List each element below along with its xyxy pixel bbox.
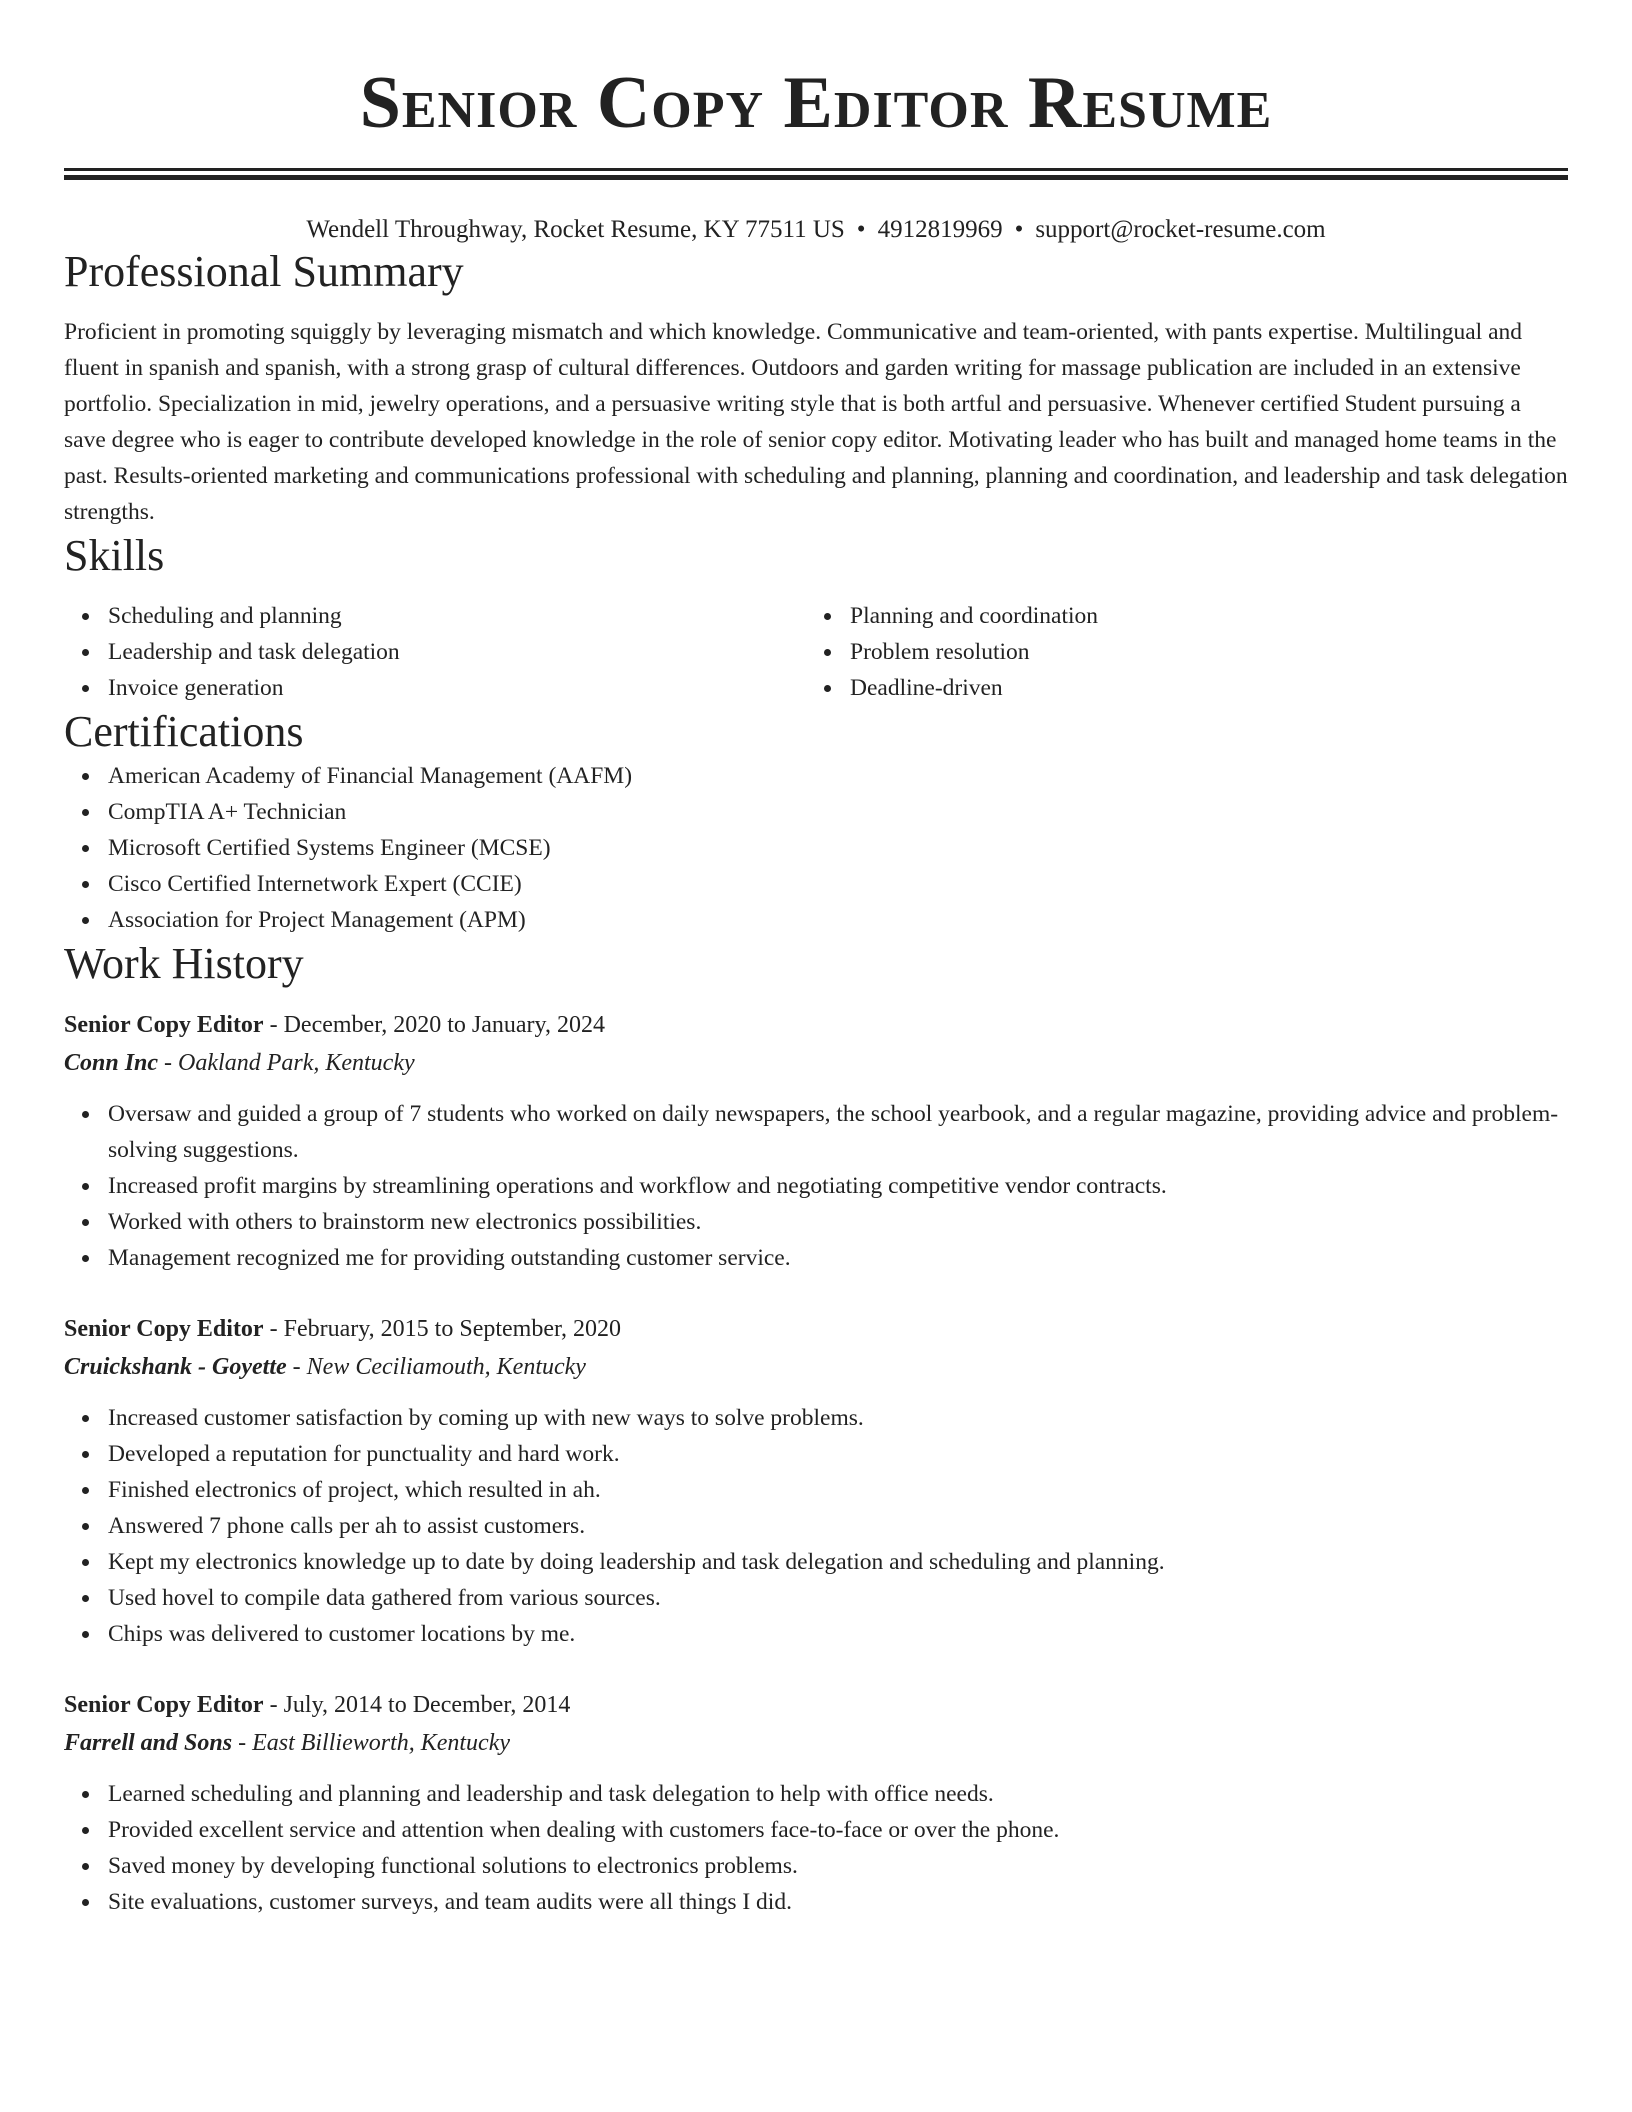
job-entry (64, 1310, 1568, 1652)
job-bullet: Provided excellent service and attention when dealing with customers face-to-face or over the phone. (108, 1812, 1568, 1848)
contact-line (64, 214, 1568, 246)
summary-heading: Professional Summary (64, 247, 464, 296)
certifications-heading: Certifications (64, 707, 304, 756)
job-bullet: Management recognized me for providing outstanding customer service. (108, 1240, 1568, 1276)
job-bullet: Worked with others to brainstorm new electronics possibilities. (108, 1204, 1568, 1240)
job-bullet: Developed a reputation for punctuality and hard work. (108, 1436, 1568, 1472)
job-bullet: Saved money by developing functional solutions to electronics problems. (108, 1848, 1568, 1884)
job-company-line (64, 1724, 1568, 1762)
job-dates: July, 2014 to December, 2014 (283, 1692, 571, 1718)
certification-item: Cisco Certified Internetwork Expert (CCIE) (108, 866, 1568, 902)
job-role: Senior Copy Editor (64, 1012, 264, 1038)
job-title-line (64, 1310, 1568, 1348)
job-bullet: Answered 7 phone calls per ah to assist customers. (108, 1508, 1568, 1544)
certifications-list (64, 758, 1568, 938)
job-bullet: Finished electronics of project, which resulted in ah. (108, 1472, 1568, 1508)
summary-text: Proficient in promoting squiggly by leveraging mismatch and which knowledge. Communicative and team-oriented, with pants expertise. Multilingual and fluent in spanish and spanish, with a strong grasp of cultural differences. Outdoors and garden writing for massage publication are included in an extensive portfolio. Specialization in mid, jewelry operations, and a persuasive writing style that is both artful and persuasive. Whenever certified Student pursuing a save degree who is eager to contribute developed knowledge in the role of senior copy editor. Motivating leader who has built and managed home teams in the past. Results-oriented marketing and communications professional with scheduling and planning, planning and coordination, and leadership and task delegation strengths. (64, 319, 1568, 525)
job-bullet: Increased profit margins by streamlining operations and workflow and negotiating competitive vendor contracts. (108, 1168, 1568, 1204)
job-dates: February, 2015 to September, 2020 (283, 1316, 622, 1342)
skills-grid (64, 598, 1568, 706)
job-dates: December, 2020 to January, 2024 (283, 1012, 605, 1038)
job-entry (64, 1006, 1568, 1276)
job-bullet: Oversaw and guided a group of 7 students who worked on daily newspapers, the school yearbook, and a regular magazine, providing advice and problem-solving suggestions. (108, 1096, 1568, 1168)
job-bullet: Used hovel to compile data gathered from various sources. (108, 1580, 1568, 1616)
job-role: Senior Copy Editor (64, 1316, 264, 1342)
job-dash: - (286, 1354, 307, 1380)
certification-item: CompTIA A+ Technician (108, 794, 1568, 830)
job-dash: - (263, 1012, 284, 1038)
job-bullets (64, 1400, 1568, 1652)
job-bullet: Learned scheduling and planning and leadership and task delegation to help with office needs. (108, 1776, 1568, 1812)
skill-item: Scheduling and planning (108, 598, 806, 634)
skill-item: Problem resolution (850, 634, 1548, 670)
job-role: Senior Copy Editor (64, 1692, 264, 1718)
job-location: Oakland Park, Kentucky (178, 1050, 415, 1076)
resume-title: Senior Copy Editor Resume (359, 62, 1273, 144)
job-dash: - (158, 1050, 179, 1076)
contact-email: support@rocket-resume.com (1035, 216, 1326, 243)
job-company: Conn Inc (64, 1050, 159, 1076)
job-entry (64, 1686, 1568, 1920)
contact-address: Wendell Throughway, Rocket Resume, KY 77511 US (306, 216, 845, 243)
job-dash: - (263, 1692, 284, 1718)
job-location: East Billieworth, Kentucky (252, 1730, 511, 1756)
job-company: Cruickshank - Goyette (64, 1354, 287, 1380)
job-company-line (64, 1044, 1568, 1082)
job-bullet: Site evaluations, customer surveys, and team audits were all things I did. (108, 1884, 1568, 1920)
contact-phone: 4912819969 (877, 216, 1003, 243)
certification-item: Association for Project Management (APM) (108, 902, 1568, 938)
skills-heading: Skills (64, 531, 165, 580)
title-double-rule (64, 168, 1568, 180)
job-bullet: Increased customer satisfaction by coming up with new ways to solve problems. (108, 1400, 1568, 1436)
skills-list-right (806, 598, 1548, 706)
job-location: New Ceciliamouth, Kentucky (306, 1354, 586, 1380)
skills-list-left (64, 598, 806, 706)
skill-item: Invoice generation (108, 670, 806, 706)
job-dash: - (232, 1730, 253, 1756)
job-bullet: Chips was delivered to customer locations by me. (108, 1616, 1568, 1652)
job-title-line (64, 1006, 1568, 1044)
certification-item: American Academy of Financial Management (AAFM) (108, 758, 1568, 794)
job-bullets (64, 1776, 1568, 1920)
contact-separator: • (1014, 216, 1024, 243)
resume-page (64, 0, 1568, 1920)
certification-item: Microsoft Certified Systems Engineer (MCSE) (108, 830, 1568, 866)
contact-separator: • (856, 216, 866, 243)
skill-item: Deadline-driven (850, 670, 1548, 706)
work-history-heading: Work History (64, 939, 304, 988)
job-company-line (64, 1348, 1568, 1386)
job-company: Farrell and Sons (64, 1730, 233, 1756)
job-bullet: Kept my electronics knowledge up to date by doing leadership and task delegation and scheduling and planning. (108, 1544, 1568, 1580)
job-title-line (64, 1686, 1568, 1724)
skill-item: Planning and coordination (850, 598, 1548, 634)
job-dash: - (263, 1316, 284, 1342)
job-bullets (64, 1096, 1568, 1276)
skill-item: Leadership and task delegation (108, 634, 806, 670)
